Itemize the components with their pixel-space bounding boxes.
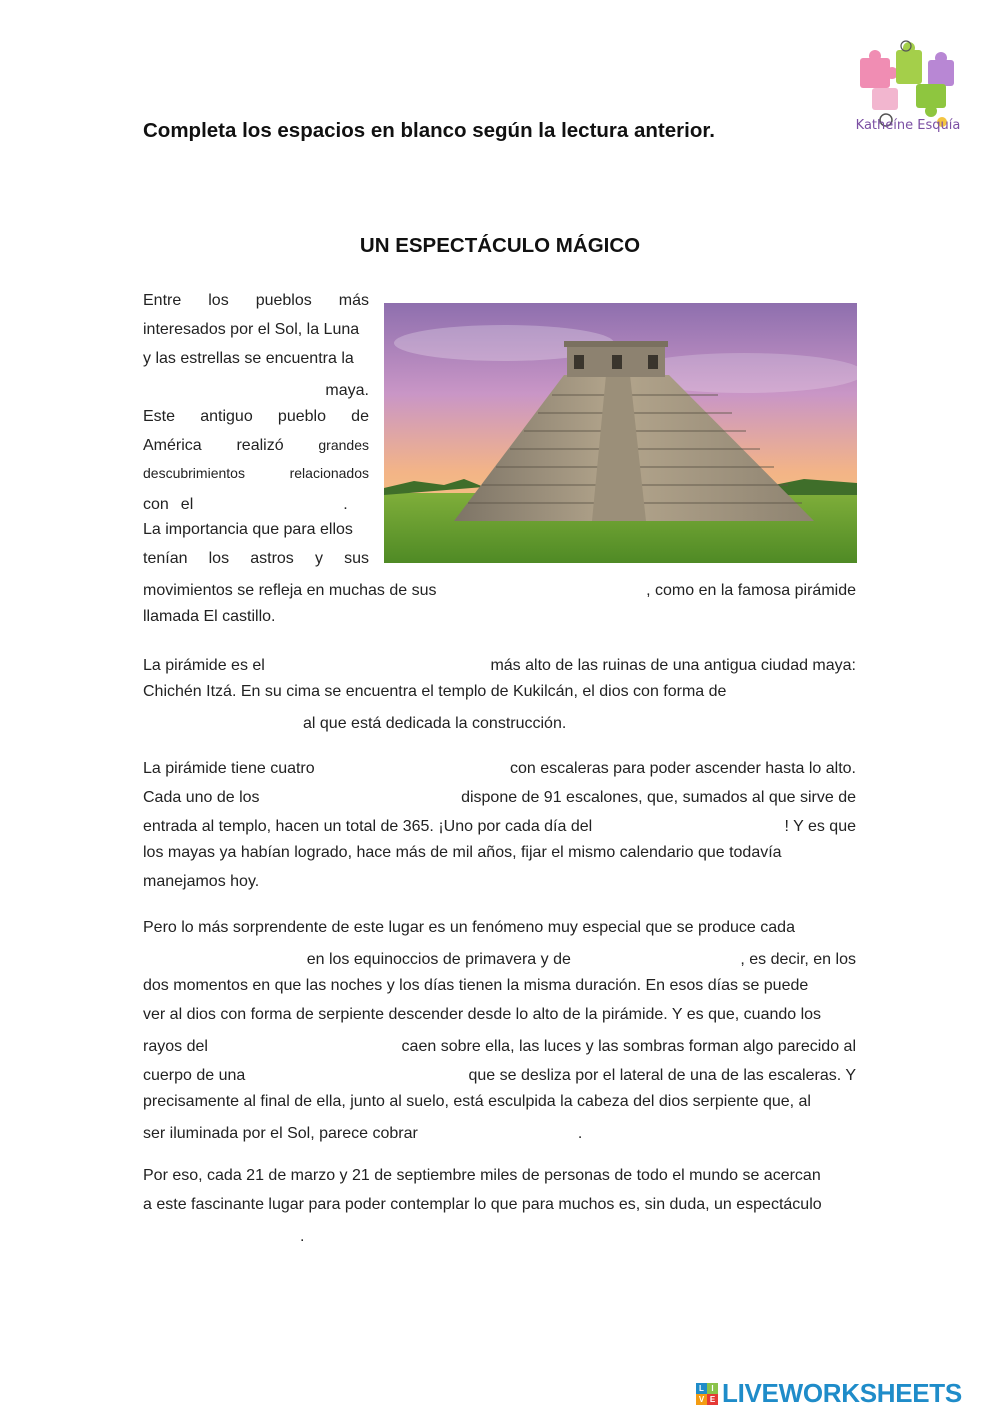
paragraph-4: Pero lo más sorprendente de este lugar es un fenómeno muy especial que se produce cada en los equinoccios de primavera y de , es decir, en los dos momentos en que las noches y los días tienen la misma duración. En esos días se puede ver al dios con forma de serpiente descender desde lo alto de la pirámide. Y es que, cuando los rayos del caen sobre ella, las luces y las sombras forman algo parecido al cuerpo de una que se desliza por el lateral de una de las escaleras. Y precisamente al final de ella, junto al suelo, está esculpida la cabeza del dios serpiente que, al ser iluminada por el Sol, parece cobrar . <box>143 919 856 1142</box>
p1-tail: movimientos se refleja en muchas de sus , como en la famosa pirámide llamada El castillo. <box>143 573 856 631</box>
instruction-text: Completa los espacios en blanco según la lectura anterior. <box>143 119 715 142</box>
lw-box-icon: L I V E <box>696 1383 718 1405</box>
p1-line-1: Entre los pueblos más <box>143 292 369 309</box>
blank-input[interactable] <box>143 942 301 964</box>
pyramid-photo <box>384 303 857 563</box>
liveworksheets-logo <box>696 1378 962 1409</box>
p1-line-4: maya. <box>143 373 369 402</box>
blank-input[interactable] <box>274 1058 439 1080</box>
blank-input[interactable] <box>143 706 303 728</box>
p1-line-5: Este antiguo pueblo de <box>143 408 369 425</box>
worksheet-title: UN ESPECTÁCULO MÁGICO <box>359 234 641 257</box>
blank-input[interactable] <box>193 487 343 509</box>
blank-input[interactable] <box>225 1029 385 1051</box>
p1-line-6: América realizó grandes <box>143 437 369 454</box>
paragraph-2: La pirámide es el más alto de las ruinas de una antigua ciudad maya: Chichén Itzá. En su cima se encuentra el templo de Kukilcán, el dios con forma de al que está dedicada la construcción. <box>143 648 856 735</box>
p1-line-10: tenían los astros y sus <box>143 550 369 567</box>
blank-input[interactable] <box>332 751 492 773</box>
p1-line-9: La importancia que para ellos <box>143 521 353 538</box>
blank-input[interactable] <box>143 1219 300 1241</box>
blank-input[interactable] <box>577 942 735 964</box>
p1-line-7: descubrimientos relacionados <box>143 465 369 481</box>
blank-input[interactable] <box>462 573 620 595</box>
p1-line-8: con el . <box>143 487 369 516</box>
logo-caption: Katheíne Esquía <box>855 118 961 133</box>
paragraph-5: Por eso, cada 21 de marzo y 21 de septiembre miles de personas de todo el mundo se acercan a este fascinante lugar para poder contemplar lo que para muchos es, sin duda, un espectáculo . <box>143 1167 822 1245</box>
brand-text: LIVEWORKSHEETS <box>722 1378 962 1408</box>
blank-input[interactable] <box>611 809 766 831</box>
paragraph-3: La pirámide tiene cuatro con escaleras para poder ascender hasta lo alto. Cada uno de los dispone de 91 escalones, que, sumados al que sirve de entrada al templo, hacen un total de 365. ¡Uno por cada día del ! Y es que los mayas ya habían logrado, hace más de mil años, fijar el mismo calendario que todavía manejamos hoy. <box>143 751 856 896</box>
p1-line-2: interesados por el Sol, la Luna <box>143 321 360 338</box>
blank-input[interactable] <box>418 1116 578 1138</box>
p1-line-3: y las estrellas se encuentra la <box>143 350 354 367</box>
blank-input[interactable] <box>175 373 325 395</box>
blank-input[interactable] <box>280 780 440 802</box>
blank-input[interactable] <box>298 648 458 670</box>
